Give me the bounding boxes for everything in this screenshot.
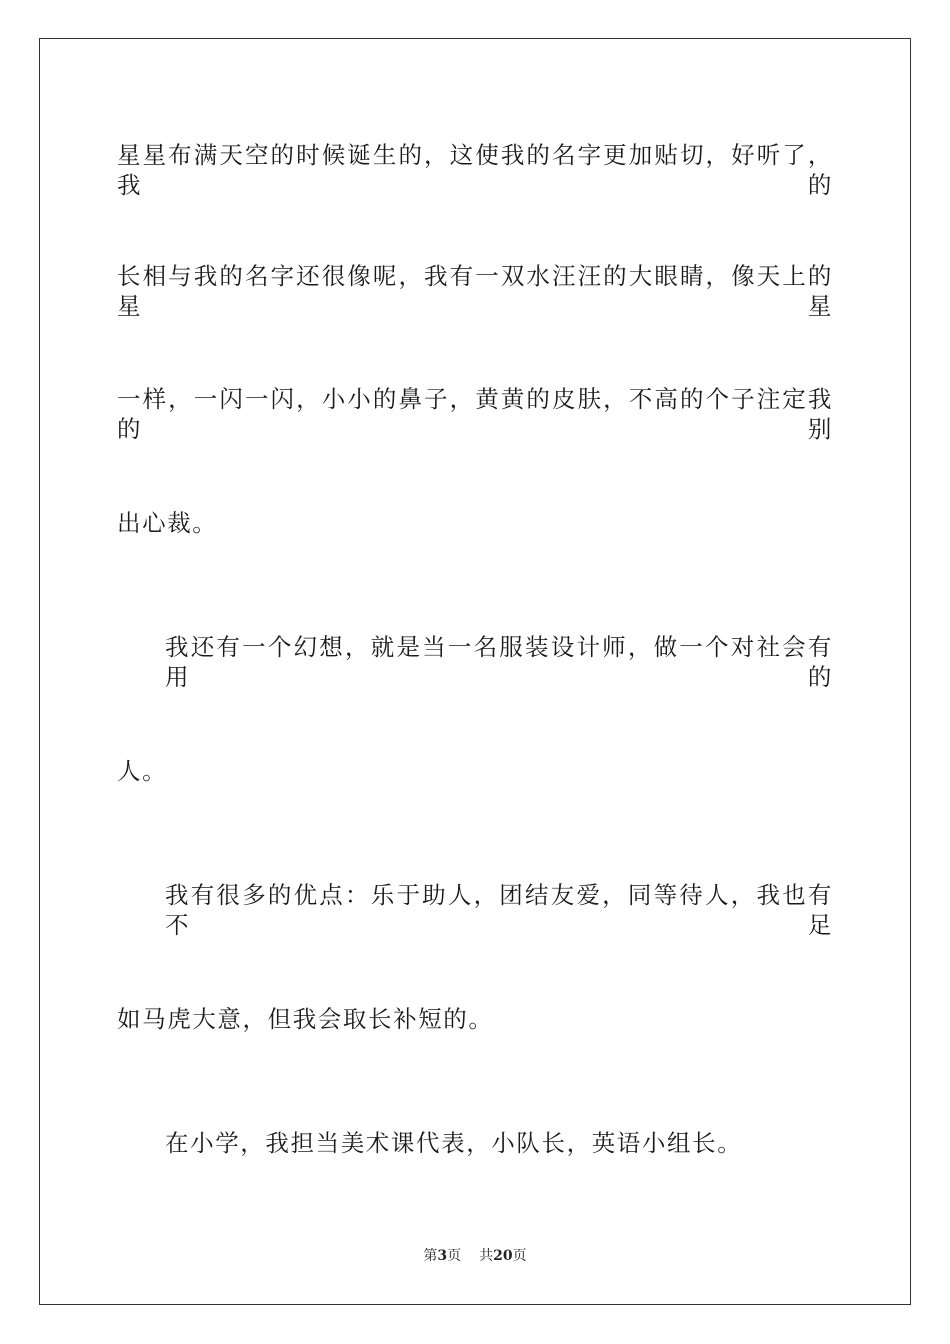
- page-prefix: 第: [423, 1248, 438, 1264]
- body-line-9: 在小学，我担当美术课代表，小队长，英语小组长。: [165, 1129, 743, 1157]
- body-line-4: 出心裁。: [117, 509, 218, 537]
- body-line-2: 长相与我的名字还很像呢，我有一双水汪汪的大眼睛，像天上的星星: [117, 262, 833, 320]
- total-prefix: 共: [479, 1248, 494, 1264]
- body-line-7: 我有很多的优点：乐于助人，团结友爱，同等待人，我也有不足: [165, 881, 833, 939]
- total-suffix: 页: [512, 1248, 527, 1264]
- total-pages: 20: [493, 1248, 513, 1264]
- page-suffix: 页: [447, 1248, 462, 1264]
- page-footer: [0, 1246, 950, 1266]
- body-line-3: 一样，一闪一闪，小小的鼻子，黄黄的皮肤，不高的个子注定我的别: [117, 385, 833, 443]
- body-line-8: 如马虎大意，但我会取长补短的。: [117, 1005, 494, 1033]
- body-line-5: 我还有一个幻想，就是当一名服装设计师，做一个对社会有用的: [165, 633, 833, 691]
- body-line-1: 星星布满天空的时候诞生的，这使我的名字更加贴切，好听了，我的: [117, 141, 833, 199]
- page-number: 3: [437, 1248, 448, 1264]
- body-line-6: 人。: [117, 757, 168, 785]
